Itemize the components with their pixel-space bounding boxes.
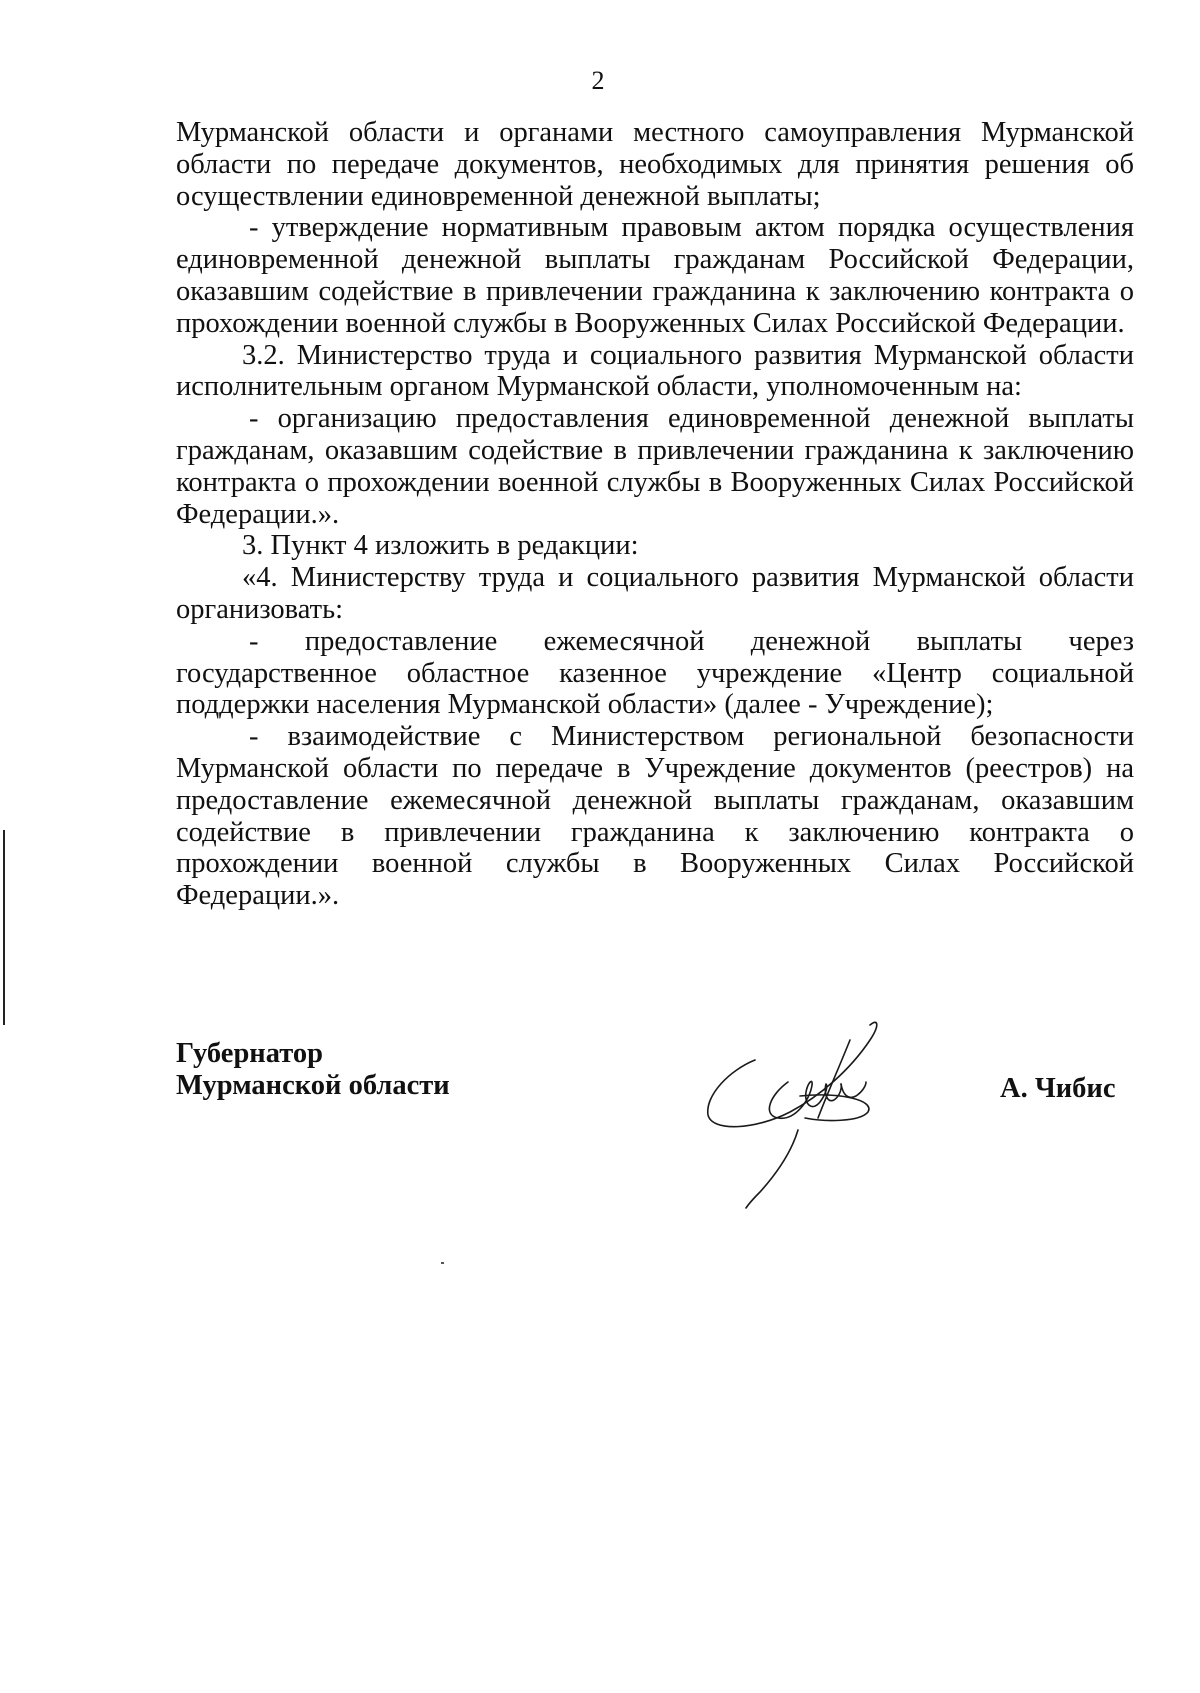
list-item-normative-act: - утверждение нормативным правовым актом порядка осуществления единовременной денежной выплаты гражданам Российской Федерации, оказавшим содействие в привлечении гражданина к заключению контракта о прохождении военной службы в Вооруженных Силах Российской Федерации. [176, 212, 1134, 339]
scan-edge-mark [3, 830, 5, 1025]
document-body [176, 117, 1134, 912]
list-item-interaction: - взаимодействие с Министерством региональной безопасности Мурманской области по передаче в Учреждение документов (реестров) на предоставление ежемесячной денежной выплаты гражданам, оказавшим содействие в привлечении гражданина к заключению контракта о прохождении военной службы в Вооруженных Силах Российской Федерации.». [176, 721, 1134, 912]
list-item-organization: - организацию предоставления единовременной денежной выплаты гражданам, оказавшим содействие в привлечении гражданина к заключению контракта о прохождении военной службы в Вооруженных Силах Российской Федерации.». [176, 403, 1134, 530]
handwritten-signature [700, 1000, 900, 1210]
signatory-title-line2: Мурманской области [176, 1070, 450, 1101]
list-item-monthly-payment: - предоставление ежемесячной денежной выплаты через государственное областное казенное учреждение «Центр социальной поддержки населения Мурманской области» (далее - Учреждение); [176, 625, 1134, 721]
paragraph-point-4: «4. Министерству труда и социального развития Мурманской области организовать: [176, 562, 1134, 625]
paragraph-point-3: 3. Пункт 4 изложить в редакции: [242, 530, 639, 562]
signatory-title [176, 1038, 450, 1102]
page-number: 2 [591, 66, 605, 95]
paragraph-continuation: Мурманской области и органами местного самоуправления Мурманской области по передаче документов, необходимых для принятия решения об осуществлении единовременной денежной выплаты; [176, 117, 1134, 212]
scan-speck [441, 1262, 444, 1264]
paragraph-3-2: 3.2. Министерство труда и социального развития Мурманской области исполнительным органом Мурманской области, уполномоченным на: [176, 339, 1134, 403]
signatory-name: А. Чибис [1000, 1073, 1116, 1104]
signatory-title-line1: Губернатор [176, 1038, 323, 1069]
